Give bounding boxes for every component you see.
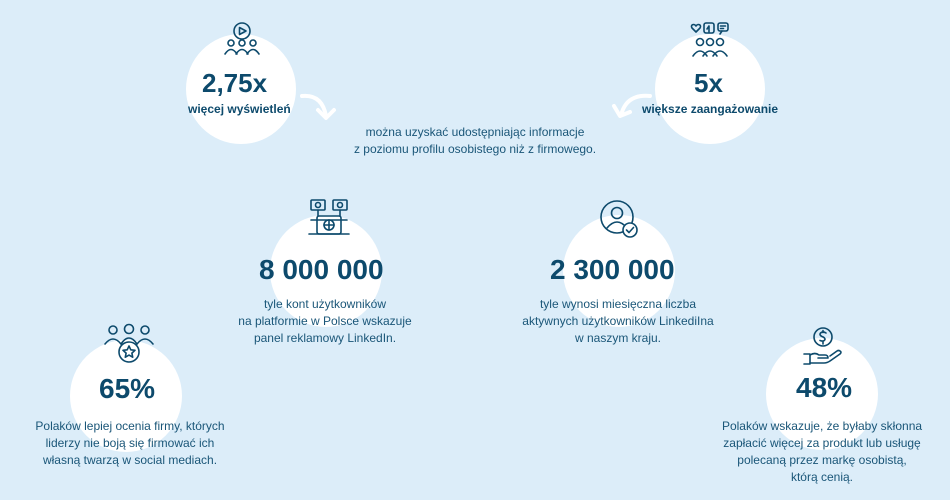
rating-description: [14, 418, 246, 469]
pay-more-description-line-2: zapłacić więcej za produkt lub usługę: [723, 436, 921, 450]
views-value: 2,75x: [202, 68, 268, 98]
verified-user-icon: [598, 198, 640, 240]
accounts-value: 8 000 000: [259, 254, 384, 285]
engagement-label: większe zaangażowanie: [642, 102, 779, 116]
accounts-description-line-2: na platformie w Polsce wskazuje: [238, 314, 412, 328]
accounts-description-line-3: panel reklamowy LinkedIn.: [253, 331, 397, 345]
monthly-users-value: 2 300 000: [550, 254, 675, 285]
accounts-description-line-1: tyle kont użytkowników: [263, 297, 387, 311]
monthly-users-description: [508, 296, 728, 347]
rating-description-line-3: własną twarzą w social mediach.: [42, 453, 218, 467]
shared-note: [330, 124, 620, 158]
pay-more-description-line-3: polecaną przez markę osobistą,: [737, 453, 907, 467]
online-meeting-icon: [307, 196, 351, 238]
video-audience-icon: [222, 20, 262, 58]
rating-value: 65%: [99, 373, 156, 404]
pay-more-description: [704, 418, 940, 486]
views-label: więcej wyświetleń: [188, 102, 291, 116]
money-hand-icon: [801, 326, 845, 368]
team-star-icon: [101, 322, 157, 364]
accounts-description: [220, 296, 430, 347]
rating-description-line-2: liderzy nie boją się firmować ich: [45, 436, 215, 450]
engagement-value: 5x: [694, 68, 723, 98]
engagement-people-icon: [688, 20, 732, 60]
monthly-users-description-line-3: w naszym kraju.: [574, 331, 662, 345]
pay-more-description-line-1: Polaków wskazuje, że byłaby skłonna: [721, 419, 923, 433]
rating-description-line-1: Polaków lepiej ocenia firmy, których: [35, 419, 225, 433]
shared-note-line-1: można uzyskać udostępniając informacje: [365, 125, 585, 139]
shared-note-line-2: z poziomu profilu osobistego niż z firmowego.: [353, 142, 597, 156]
pay-more-value: 48%: [796, 372, 853, 403]
monthly-users-description-line-2: aktywnych użytkowników LinkediIna: [522, 314, 714, 328]
pay-more-description-line-4: którą cenią.: [790, 470, 854, 484]
monthly-users-description-line-1: tyle wynosi miesięczna liczba: [539, 297, 697, 311]
